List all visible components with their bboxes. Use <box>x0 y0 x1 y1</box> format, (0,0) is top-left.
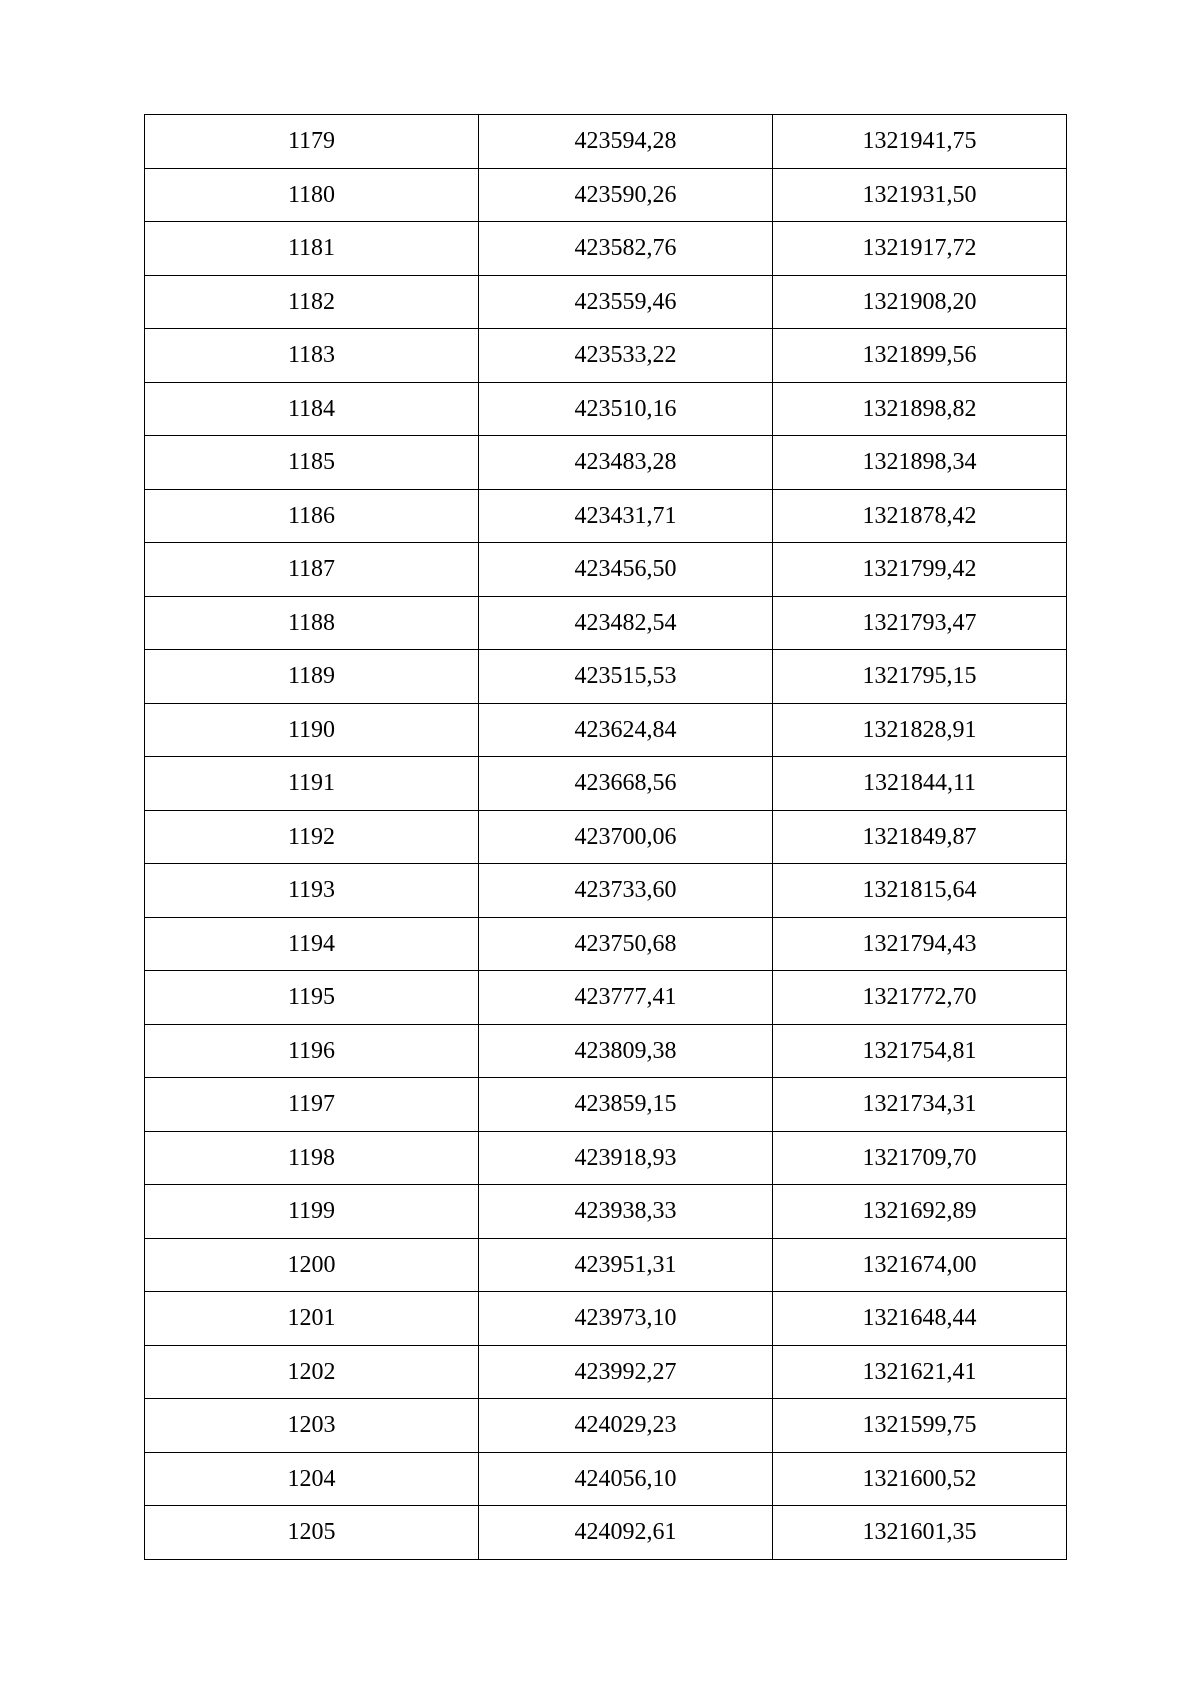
y-coordinate-cell: 1321599,75 <box>773 1399 1067 1453</box>
table-row <box>145 1345 1067 1399</box>
y-coordinate-cell: 1321908,20 <box>773 275 1067 329</box>
point-number-cell: 1193 <box>145 864 479 918</box>
y-coordinate-cell: 1321898,82 <box>773 382 1067 436</box>
table-row <box>145 1078 1067 1132</box>
y-coordinate-cell: 1321754,81 <box>773 1024 1067 1078</box>
point-number-cell: 1200 <box>145 1238 479 1292</box>
table-row <box>145 1131 1067 1185</box>
x-coordinate-cell: 423733,60 <box>479 864 773 918</box>
point-number-cell: 1205 <box>145 1506 479 1560</box>
table-row <box>145 917 1067 971</box>
point-number-cell: 1197 <box>145 1078 479 1132</box>
y-coordinate-cell: 1321931,50 <box>773 168 1067 222</box>
y-coordinate-cell: 1321844,11 <box>773 757 1067 811</box>
x-coordinate-cell: 423951,31 <box>479 1238 773 1292</box>
point-number-cell: 1196 <box>145 1024 479 1078</box>
point-number-cell: 1190 <box>145 703 479 757</box>
table-row <box>145 1452 1067 1506</box>
point-number-cell: 1189 <box>145 650 479 704</box>
point-number-cell: 1202 <box>145 1345 479 1399</box>
x-coordinate-cell: 424092,61 <box>479 1506 773 1560</box>
x-coordinate-cell: 423456,50 <box>479 543 773 597</box>
y-coordinate-cell: 1321878,42 <box>773 489 1067 543</box>
y-coordinate-cell: 1321794,43 <box>773 917 1067 971</box>
point-number-cell: 1204 <box>145 1452 479 1506</box>
x-coordinate-cell: 423668,56 <box>479 757 773 811</box>
x-coordinate-cell: 423515,53 <box>479 650 773 704</box>
point-number-cell: 1191 <box>145 757 479 811</box>
point-number-cell: 1183 <box>145 329 479 383</box>
point-number-cell: 1192 <box>145 810 479 864</box>
y-coordinate-cell: 1321815,64 <box>773 864 1067 918</box>
table-row <box>145 436 1067 490</box>
coordinates-table <box>144 114 1067 1560</box>
point-number-cell: 1181 <box>145 222 479 276</box>
table-row <box>145 596 1067 650</box>
table-row <box>145 1292 1067 1346</box>
x-coordinate-cell: 423938,33 <box>479 1185 773 1239</box>
x-coordinate-cell: 423859,15 <box>479 1078 773 1132</box>
table-row <box>145 971 1067 1025</box>
y-coordinate-cell: 1321799,42 <box>773 543 1067 597</box>
y-coordinate-cell: 1321692,89 <box>773 1185 1067 1239</box>
point-number-cell: 1188 <box>145 596 479 650</box>
x-coordinate-cell: 423590,26 <box>479 168 773 222</box>
table-row <box>145 382 1067 436</box>
table-row <box>145 543 1067 597</box>
y-coordinate-cell: 1321601,35 <box>773 1506 1067 1560</box>
table-row <box>145 1399 1067 1453</box>
table-row <box>145 329 1067 383</box>
point-number-cell: 1180 <box>145 168 479 222</box>
point-number-cell: 1184 <box>145 382 479 436</box>
table-row <box>145 222 1067 276</box>
x-coordinate-cell: 423431,71 <box>479 489 773 543</box>
x-coordinate-cell: 424056,10 <box>479 1452 773 1506</box>
y-coordinate-cell: 1321917,72 <box>773 222 1067 276</box>
x-coordinate-cell: 423482,54 <box>479 596 773 650</box>
x-coordinate-cell: 423700,06 <box>479 810 773 864</box>
table-row <box>145 1506 1067 1560</box>
x-coordinate-cell: 423992,27 <box>479 1345 773 1399</box>
y-coordinate-cell: 1321899,56 <box>773 329 1067 383</box>
y-coordinate-cell: 1321849,87 <box>773 810 1067 864</box>
y-coordinate-cell: 1321674,00 <box>773 1238 1067 1292</box>
point-number-cell: 1198 <box>145 1131 479 1185</box>
x-coordinate-cell: 423624,84 <box>479 703 773 757</box>
point-number-cell: 1179 <box>145 115 479 169</box>
y-coordinate-cell: 1321709,70 <box>773 1131 1067 1185</box>
x-coordinate-cell: 423750,68 <box>479 917 773 971</box>
x-coordinate-cell: 423483,28 <box>479 436 773 490</box>
x-coordinate-cell: 423809,38 <box>479 1024 773 1078</box>
table-row <box>145 1238 1067 1292</box>
y-coordinate-cell: 1321734,31 <box>773 1078 1067 1132</box>
table-row <box>145 168 1067 222</box>
point-number-cell: 1182 <box>145 275 479 329</box>
point-number-cell: 1185 <box>145 436 479 490</box>
coordinates-table-body <box>145 115 1067 1560</box>
y-coordinate-cell: 1321795,15 <box>773 650 1067 704</box>
x-coordinate-cell: 423973,10 <box>479 1292 773 1346</box>
table-row <box>145 489 1067 543</box>
y-coordinate-cell: 1321793,47 <box>773 596 1067 650</box>
table-row <box>145 810 1067 864</box>
x-coordinate-cell: 423582,76 <box>479 222 773 276</box>
y-coordinate-cell: 1321648,44 <box>773 1292 1067 1346</box>
point-number-cell: 1203 <box>145 1399 479 1453</box>
point-number-cell: 1187 <box>145 543 479 597</box>
point-number-cell: 1194 <box>145 917 479 971</box>
y-coordinate-cell: 1321621,41 <box>773 1345 1067 1399</box>
x-coordinate-cell: 423533,22 <box>479 329 773 383</box>
y-coordinate-cell: 1321898,34 <box>773 436 1067 490</box>
y-coordinate-cell: 1321941,75 <box>773 115 1067 169</box>
table-row <box>145 703 1067 757</box>
y-coordinate-cell: 1321772,70 <box>773 971 1067 1025</box>
table-row <box>145 275 1067 329</box>
x-coordinate-cell: 423559,46 <box>479 275 773 329</box>
table-row <box>145 115 1067 169</box>
x-coordinate-cell: 423510,16 <box>479 382 773 436</box>
table-row <box>145 757 1067 811</box>
table-row <box>145 650 1067 704</box>
x-coordinate-cell: 423594,28 <box>479 115 773 169</box>
point-number-cell: 1195 <box>145 971 479 1025</box>
point-number-cell: 1186 <box>145 489 479 543</box>
point-number-cell: 1199 <box>145 1185 479 1239</box>
table-row <box>145 1024 1067 1078</box>
x-coordinate-cell: 424029,23 <box>479 1399 773 1453</box>
table-row <box>145 1185 1067 1239</box>
x-coordinate-cell: 423777,41 <box>479 971 773 1025</box>
point-number-cell: 1201 <box>145 1292 479 1346</box>
x-coordinate-cell: 423918,93 <box>479 1131 773 1185</box>
table-row <box>145 864 1067 918</box>
y-coordinate-cell: 1321828,91 <box>773 703 1067 757</box>
y-coordinate-cell: 1321600,52 <box>773 1452 1067 1506</box>
